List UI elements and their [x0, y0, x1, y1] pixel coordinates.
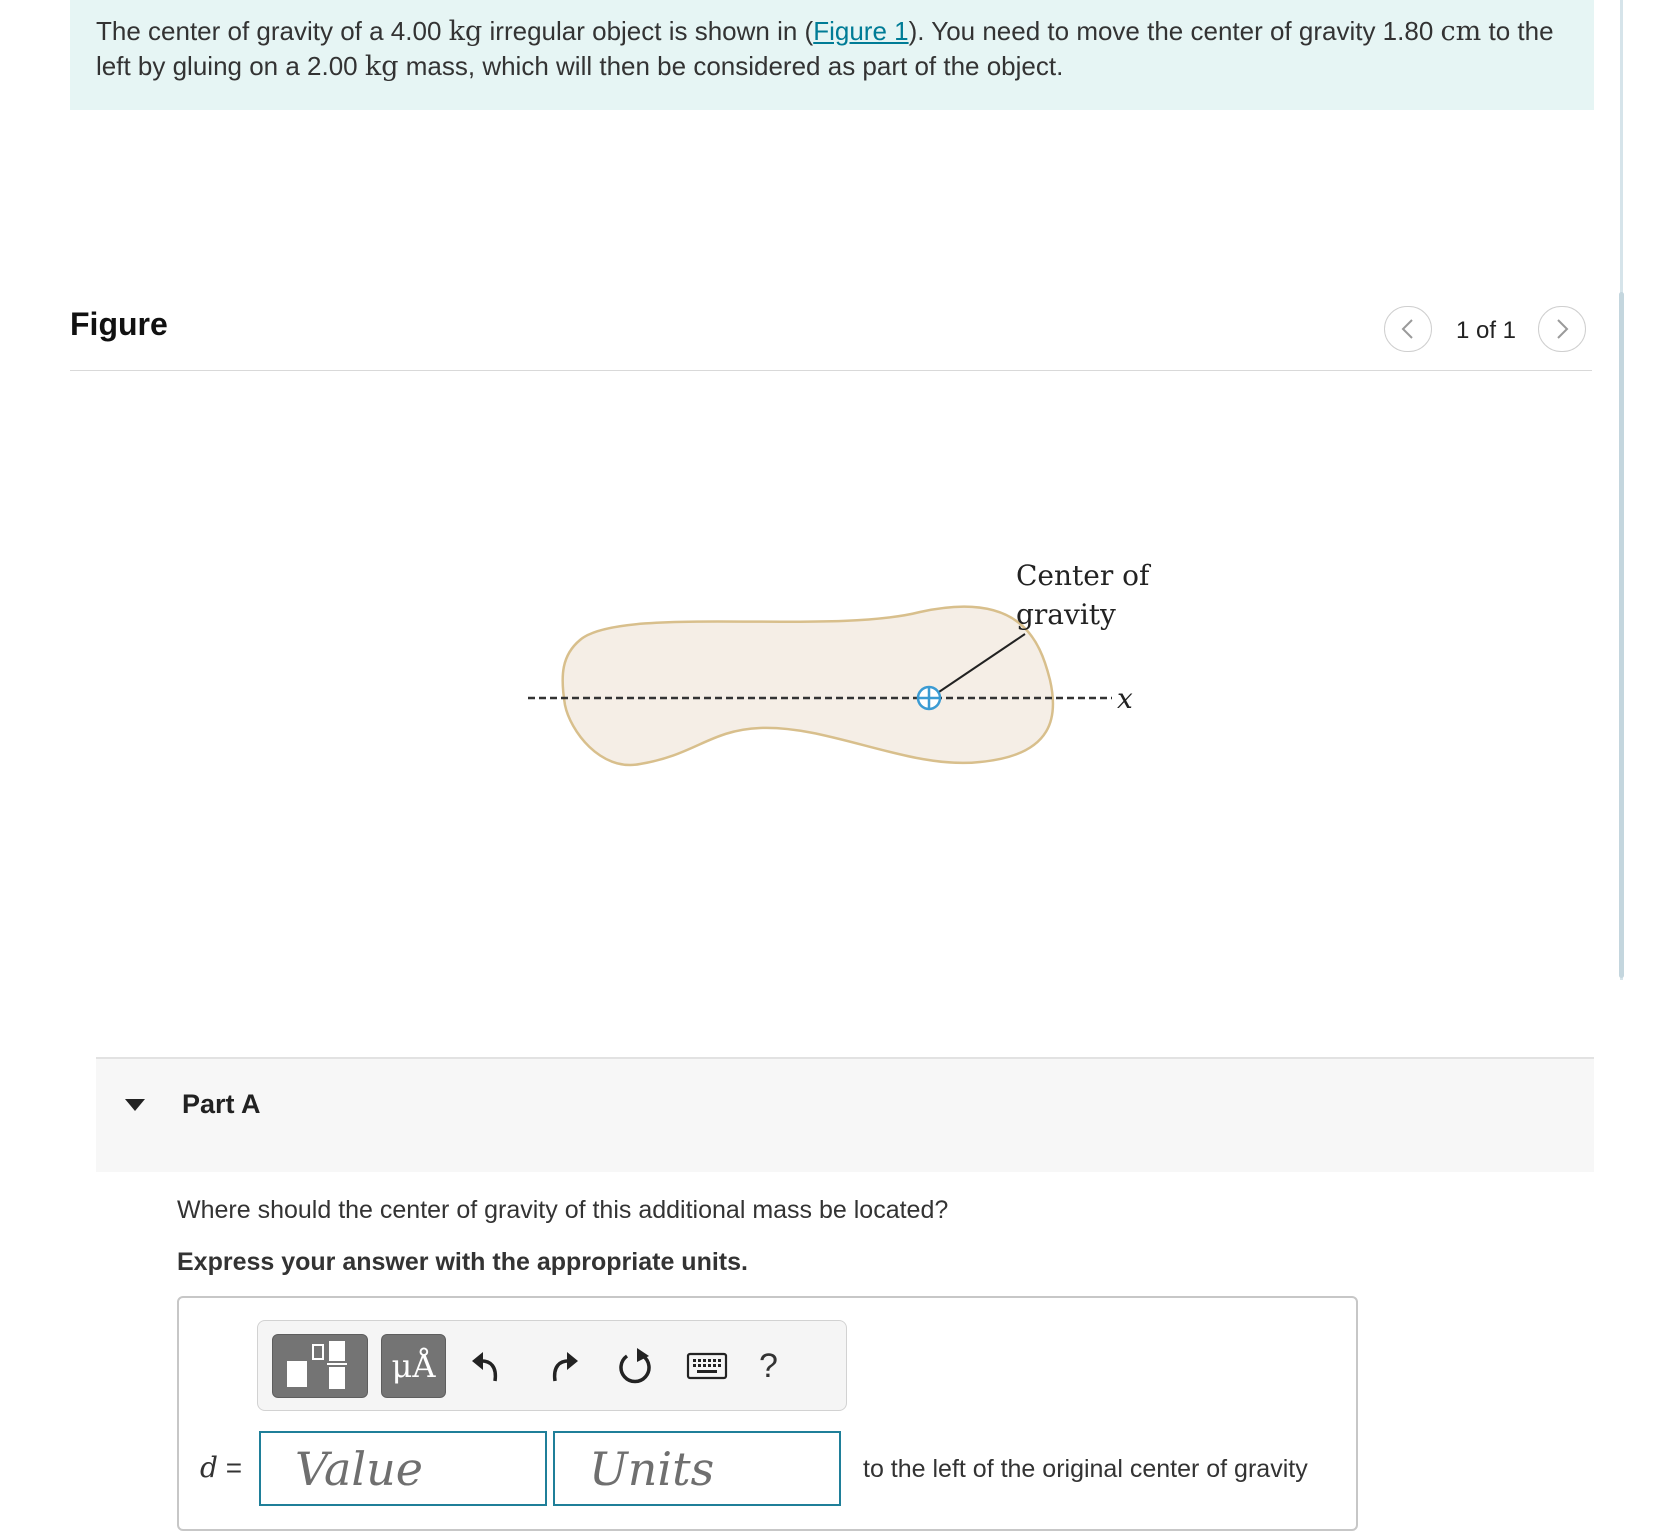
- scrollbar-thumb[interactable]: [1619, 292, 1624, 978]
- intro-text-4: to the left by gluing on a 2.00: [96, 16, 1554, 81]
- keyboard-button[interactable]: [686, 1350, 728, 1382]
- center-of-gravity-label-line2: gravity: [1016, 598, 1116, 631]
- intro-text-1: The center of gravity of a 4.00: [96, 16, 449, 46]
- math-toolbar: [257, 1320, 847, 1411]
- templates-icon: [273, 1335, 369, 1399]
- figure-heading: Figure: [70, 306, 168, 342]
- equals-sign: =: [217, 1452, 243, 1483]
- x-axis-label: x: [1117, 682, 1133, 715]
- question-text: Where should the center of gravity of this additional mass be located?: [177, 1196, 949, 1224]
- unit-kg: kg: [448, 16, 483, 47]
- units-input[interactable]: [553, 1431, 841, 1506]
- intro-text-2: irregular object is shown in (: [482, 16, 814, 46]
- variable-d: d: [200, 1451, 218, 1484]
- unit-kg-2: kg: [364, 51, 399, 82]
- chevron-left-icon: [1398, 318, 1418, 340]
- instruction-text: Express your answer with the appropriate units.: [177, 1248, 748, 1276]
- intro-text-3: ). You need to move the center of gravity 1.80: [908, 16, 1441, 46]
- help-button[interactable]: ?: [759, 1347, 778, 1385]
- value-input[interactable]: [259, 1431, 547, 1506]
- part-a-header[interactable]: [96, 1059, 1594, 1172]
- undo-icon: [471, 1347, 507, 1387]
- chevron-right-icon: [1552, 318, 1572, 340]
- irregular-object: [563, 607, 1053, 765]
- center-of-gravity-label-line1: Center of: [1016, 559, 1150, 592]
- part-title: Part A: [182, 1089, 261, 1119]
- redo-button[interactable]: [543, 1347, 579, 1387]
- unit-cm: cm: [1440, 16, 1482, 47]
- redo-icon: [543, 1347, 579, 1387]
- figure-divider: [70, 370, 1592, 371]
- next-figure-button[interactable]: [1538, 306, 1586, 352]
- templates-button[interactable]: [272, 1334, 368, 1398]
- reset-button[interactable]: [615, 1346, 655, 1388]
- problem-statement: [70, 0, 1594, 110]
- previous-figure-button[interactable]: [1384, 306, 1432, 352]
- figure-page-count: 1 of 1: [1455, 317, 1517, 344]
- units-symbol-button[interactable]: μÅ: [381, 1334, 446, 1398]
- center-of-gravity-marker: [918, 687, 940, 709]
- reset-icon: [615, 1346, 655, 1388]
- figure-pager: [1384, 306, 1592, 354]
- caret-down-icon: [124, 1097, 146, 1113]
- keyboard-icon: [686, 1350, 728, 1382]
- undo-button[interactable]: [471, 1347, 507, 1387]
- figure-link[interactable]: Figure 1: [813, 16, 909, 46]
- answer-suffix-text: to the left of the original center of gravity: [863, 1455, 1308, 1483]
- intro-text-5: mass, which will then be considered as part of the object.: [398, 51, 1064, 81]
- answer-variable-label: [200, 1451, 242, 1484]
